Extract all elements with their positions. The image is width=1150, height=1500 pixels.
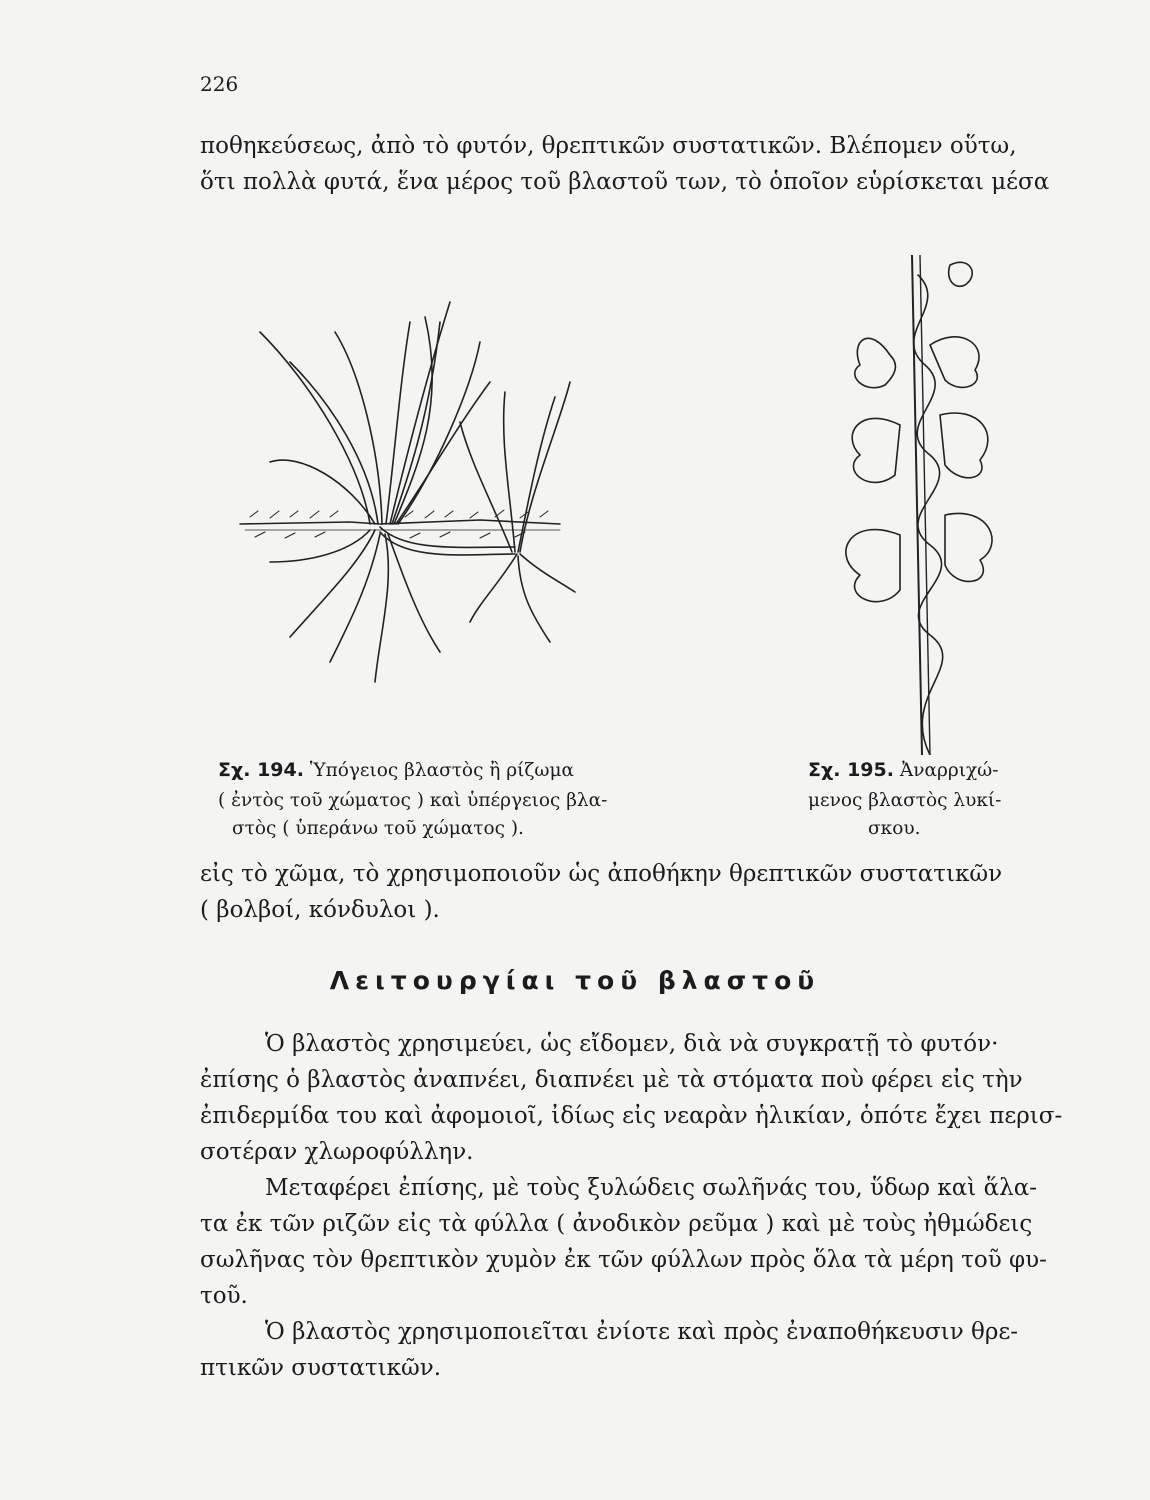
figure-195-label: Σχ. 195. (808, 759, 894, 781)
figure-195-caption-text-1: Ἀναρριχώ- (899, 760, 999, 781)
body-line-8: τοῦ. (200, 1283, 248, 1309)
body-line-1: Ὁ βλαστὸς χρησιμεύει, ὡς εἴδομεν, διὰ νὰ συγκρατῇ τὸ φυτόν· (265, 1031, 999, 1057)
body-line-6: τα ἐκ τῶν ριζῶν εἰς τὰ φύλλα ( ἀνοδικὸν ρεῦμα ) καὶ μὲ τοὺς ἠθμώδεις (200, 1211, 1033, 1237)
figure-194-caption-line-3: στὸς ( ὑπεράνω τοῦ χώματος ). (232, 818, 524, 839)
body-line-4: σοτέραν χλωροφύλλην. (200, 1139, 474, 1165)
after-figures-line-2: ( βολβοί, κόνδυλοι ). (200, 897, 440, 923)
body-line-5: Μεταφέρει ἐπίσης, μὲ τοὺς ξυλώδεις σωλῆνάς του, ὕδωρ καὶ ἅλα- (265, 1175, 1038, 1201)
figure-194-caption-line-1 (218, 758, 574, 783)
section-heading: Λειτουργίαι τοῦ βλαστοῦ (329, 966, 821, 995)
intro-line-2: ὅτι πολλὰ φυτά, ἕνα μέρος τοῦ βλαστοῦ των, τὸ ὁποῖον εὑρίσκεται μέσα (200, 169, 1050, 195)
figure-194-label: Σχ. 194. (218, 759, 304, 781)
figure-195-caption-line-1 (808, 758, 999, 783)
body-line-3: ἐπιδερμίδα του καὶ ἀφομοιοῖ, ἰδίως εἰς νεαρὰν ἡλικίαν, ὁπότε ἔχει περισ- (200, 1103, 1063, 1129)
body-line-7: σωλῆνας τὸν θρεπτικὸν χυμὸν ἐκ τῶν φύλλων πρὸς ὅλα τὰ μέρη τοῦ φυ- (200, 1247, 1047, 1273)
body-line-10: πτικῶν συστατικῶν. (200, 1355, 442, 1381)
body-line-2: ἐπίσης ὁ βλαστὸς ἀναπνέει, διαπνέει μὲ τὰ στόματα ποὺ φέρει εἰς τὴν (200, 1067, 1023, 1093)
figure-195-hop-stem-illustration (830, 255, 1000, 755)
after-figures-line-1: εἰς τὸ χῶμα, τὸ χρησιμοποιοῦν ὡς ἀποθήκην θρεπτικῶν συστατικῶν (200, 861, 1003, 887)
figure-195-caption-line-3: σκου. (868, 818, 921, 839)
intro-line-1: ποθηκεύσεως, ἀπὸ τὸ φυτόν, θρεπτικῶν συστατικῶν. Βλέπομεν οὕτω, (200, 133, 1017, 159)
figure-194-caption-line-2: ( ἐντὸς τοῦ χώματος ) καὶ ὑπέργειος βλα- (218, 790, 608, 811)
body-line-9: Ὁ βλαστὸς χρησιμοποιεῖται ἐνίοτε καὶ πρὸς ἐναποθήκευσιν θρε- (265, 1319, 1019, 1345)
figure-194-caption-text-1: Ὑπόγειος βλαστὸς ἢ ρίζωμα (309, 760, 575, 781)
figure-195-caption-line-2: μενος βλαστὸς λυκί- (808, 790, 1002, 811)
page-number: 226 (200, 72, 239, 96)
figure-194-rhizome-illustration (230, 262, 590, 702)
